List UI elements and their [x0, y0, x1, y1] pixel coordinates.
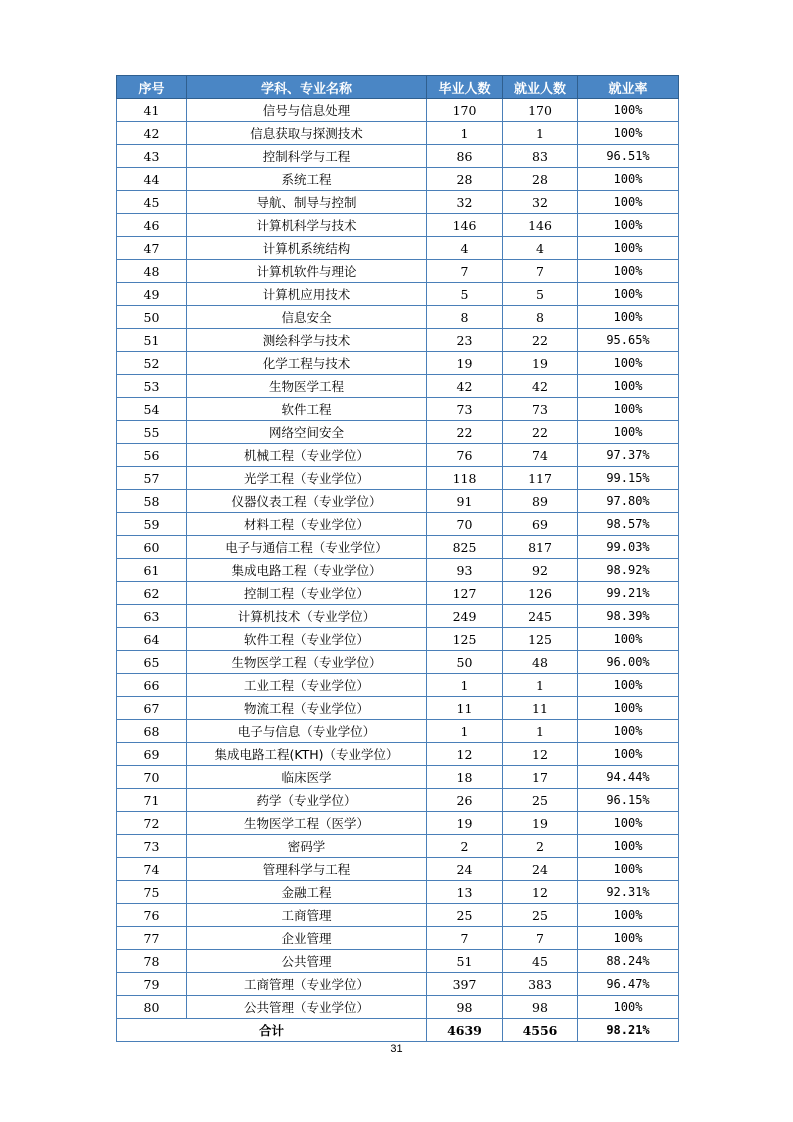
- employed-count: 69: [503, 513, 578, 536]
- employed-count: 12: [503, 743, 578, 766]
- graduates-count: 24: [427, 858, 503, 881]
- table-row: [117, 490, 679, 513]
- page-number: 31: [390, 1043, 403, 1055]
- employed-count: 25: [503, 789, 578, 812]
- row-index: 41: [117, 99, 187, 122]
- employment-rate: 99.21%: [578, 582, 679, 605]
- table-row: [117, 582, 679, 605]
- employed-count: 146: [503, 214, 578, 237]
- employment-rate: 100%: [578, 835, 679, 858]
- graduates-count: 7: [427, 927, 503, 950]
- table-row: [117, 812, 679, 835]
- employed-count: 1: [503, 122, 578, 145]
- major-name: 金融工程: [187, 881, 427, 904]
- row-index: 77: [117, 927, 187, 950]
- employed-count: 7: [503, 260, 578, 283]
- table-row: [117, 973, 679, 996]
- graduates-count: 170: [427, 99, 503, 122]
- employed-count: 2: [503, 835, 578, 858]
- major-name: 信息获取与探测技术: [187, 122, 427, 145]
- row-index: 78: [117, 950, 187, 973]
- employed-count: 12: [503, 881, 578, 904]
- major-name: 计算机技术（专业学位）: [187, 605, 427, 628]
- table-row: [117, 835, 679, 858]
- employment-rate: 96.00%: [578, 651, 679, 674]
- employed-count: 28: [503, 168, 578, 191]
- table-row: [117, 145, 679, 168]
- employed-count: 74: [503, 444, 578, 467]
- employment-rate: 100%: [578, 858, 679, 881]
- row-index: 46: [117, 214, 187, 237]
- row-index: 80: [117, 996, 187, 1019]
- major-name: 材料工程（专业学位）: [187, 513, 427, 536]
- graduates-count: 2: [427, 835, 503, 858]
- row-index: 65: [117, 651, 187, 674]
- employment-rate: 99.15%: [578, 467, 679, 490]
- employment-rate: 88.24%: [578, 950, 679, 973]
- employed-count: 7: [503, 927, 578, 950]
- employment-rate: 100%: [578, 743, 679, 766]
- employed-count: 4: [503, 237, 578, 260]
- row-index: 62: [117, 582, 187, 605]
- employed-count: 22: [503, 329, 578, 352]
- employment-rate: 96.47%: [578, 973, 679, 996]
- row-index: 57: [117, 467, 187, 490]
- graduates-count: 51: [427, 950, 503, 973]
- table-row: [117, 467, 679, 490]
- major-name: 电子与通信工程（专业学位）: [187, 536, 427, 559]
- graduates-count: 19: [427, 812, 503, 835]
- major-name: 工商管理（专业学位）: [187, 973, 427, 996]
- table-row: [117, 237, 679, 260]
- graduates-count: 397: [427, 973, 503, 996]
- row-index: 42: [117, 122, 187, 145]
- row-index: 63: [117, 605, 187, 628]
- employment-rate: 96.51%: [578, 145, 679, 168]
- major-name: 生物医学工程: [187, 375, 427, 398]
- major-name: 集成电路工程(KTH)（专业学位）: [187, 743, 427, 766]
- employment-rate: 100%: [578, 398, 679, 421]
- major-name: 信号与信息处理: [187, 99, 427, 122]
- employment-rate: 100%: [578, 352, 679, 375]
- total-row: [117, 1019, 679, 1042]
- employment-rate: 100%: [578, 421, 679, 444]
- major-name: 系统工程: [187, 168, 427, 191]
- major-name: 临床医学: [187, 766, 427, 789]
- employment-rate: 100%: [578, 122, 679, 145]
- employed-count: 42: [503, 375, 578, 398]
- employment-rate: 100%: [578, 674, 679, 697]
- graduates-count: 12: [427, 743, 503, 766]
- major-name: 机械工程（专业学位）: [187, 444, 427, 467]
- graduates-count: 13: [427, 881, 503, 904]
- row-index: 66: [117, 674, 187, 697]
- row-index: 58: [117, 490, 187, 513]
- row-index: 44: [117, 168, 187, 191]
- table-row: [117, 996, 679, 1019]
- table-row: [117, 444, 679, 467]
- graduates-count: 1: [427, 674, 503, 697]
- graduates-count: 22: [427, 421, 503, 444]
- row-index: 76: [117, 904, 187, 927]
- table-row: [117, 651, 679, 674]
- employed-count: 11: [503, 697, 578, 720]
- employment-rate: 100%: [578, 812, 679, 835]
- graduates-count: 1: [427, 122, 503, 145]
- header-employed: 就业人数: [503, 76, 578, 99]
- row-index: 45: [117, 191, 187, 214]
- employment-rate: 98.92%: [578, 559, 679, 582]
- major-name: 电子与信息（专业学位）: [187, 720, 427, 743]
- table-row: [117, 697, 679, 720]
- header-employment-rate: 就业率: [578, 76, 679, 99]
- employed-count: 45: [503, 950, 578, 973]
- major-name: 物流工程（专业学位）: [187, 697, 427, 720]
- major-name: 工业工程（专业学位）: [187, 674, 427, 697]
- table-body: [117, 99, 679, 1019]
- employment-rate: 100%: [578, 375, 679, 398]
- table-row: [117, 375, 679, 398]
- row-index: 47: [117, 237, 187, 260]
- graduates-count: 249: [427, 605, 503, 628]
- major-name: 密码学: [187, 835, 427, 858]
- table-row: [117, 789, 679, 812]
- employed-count: 92: [503, 559, 578, 582]
- total-label: 合计: [117, 1019, 427, 1042]
- employment-rate: 94.44%: [578, 766, 679, 789]
- table-row: [117, 950, 679, 973]
- employment-rate: 100%: [578, 260, 679, 283]
- row-index: 53: [117, 375, 187, 398]
- row-index: 68: [117, 720, 187, 743]
- employed-count: 19: [503, 812, 578, 835]
- major-name: 化学工程与技术: [187, 352, 427, 375]
- employment-table: [116, 75, 679, 1042]
- employed-count: 22: [503, 421, 578, 444]
- row-index: 56: [117, 444, 187, 467]
- graduates-count: 8: [427, 306, 503, 329]
- graduates-count: 1: [427, 720, 503, 743]
- row-index: 49: [117, 283, 187, 306]
- row-index: 59: [117, 513, 187, 536]
- graduates-count: 93: [427, 559, 503, 582]
- table-row: [117, 536, 679, 559]
- total-graduates: 4639: [427, 1019, 503, 1042]
- graduates-count: 127: [427, 582, 503, 605]
- graduates-count: 91: [427, 490, 503, 513]
- employment-rate: 100%: [578, 237, 679, 260]
- row-index: 61: [117, 559, 187, 582]
- graduates-count: 76: [427, 444, 503, 467]
- row-index: 54: [117, 398, 187, 421]
- table-row: [117, 122, 679, 145]
- employed-count: 817: [503, 536, 578, 559]
- employed-count: 73: [503, 398, 578, 421]
- table-row: [117, 398, 679, 421]
- table-row: [117, 858, 679, 881]
- employment-rate: 100%: [578, 283, 679, 306]
- row-index: 74: [117, 858, 187, 881]
- graduates-count: 146: [427, 214, 503, 237]
- header-index: 序号: [117, 76, 187, 99]
- major-name: 导航、制导与控制: [187, 191, 427, 214]
- employment-rate: 96.15%: [578, 789, 679, 812]
- employed-count: 1: [503, 674, 578, 697]
- employment-rate: 97.80%: [578, 490, 679, 513]
- employed-count: 170: [503, 99, 578, 122]
- employment-rate: 100%: [578, 996, 679, 1019]
- major-name: 公共管理: [187, 950, 427, 973]
- table-row: [117, 421, 679, 444]
- employment-rate: 100%: [578, 904, 679, 927]
- row-index: 79: [117, 973, 187, 996]
- graduates-count: 70: [427, 513, 503, 536]
- header-major-name: 学科、专业名称: [187, 76, 427, 99]
- graduates-count: 19: [427, 352, 503, 375]
- row-index: 70: [117, 766, 187, 789]
- graduates-count: 26: [427, 789, 503, 812]
- employed-count: 83: [503, 145, 578, 168]
- employment-rate: 100%: [578, 927, 679, 950]
- employed-count: 25: [503, 904, 578, 927]
- table-row: [117, 628, 679, 651]
- employment-rate: 100%: [578, 214, 679, 237]
- graduates-count: 11: [427, 697, 503, 720]
- graduates-count: 25: [427, 904, 503, 927]
- table-row: [117, 260, 679, 283]
- major-name: 信息安全: [187, 306, 427, 329]
- table-row: [117, 306, 679, 329]
- employed-count: 125: [503, 628, 578, 651]
- row-index: 50: [117, 306, 187, 329]
- employed-count: 1: [503, 720, 578, 743]
- table-row: [117, 720, 679, 743]
- major-name: 计算机软件与理论: [187, 260, 427, 283]
- employed-count: 383: [503, 973, 578, 996]
- employed-count: 8: [503, 306, 578, 329]
- graduates-count: 4: [427, 237, 503, 260]
- table-row: [117, 329, 679, 352]
- table-row: [117, 766, 679, 789]
- employment-rate: 92.31%: [578, 881, 679, 904]
- row-index: 75: [117, 881, 187, 904]
- employed-count: 17: [503, 766, 578, 789]
- table-row: [117, 881, 679, 904]
- employment-rate: 98.39%: [578, 605, 679, 628]
- row-index: 55: [117, 421, 187, 444]
- graduates-count: 73: [427, 398, 503, 421]
- graduates-count: 42: [427, 375, 503, 398]
- major-name: 软件工程（专业学位）: [187, 628, 427, 651]
- table-row: [117, 927, 679, 950]
- major-name: 测绘科学与技术: [187, 329, 427, 352]
- employed-count: 89: [503, 490, 578, 513]
- major-name: 网络空间安全: [187, 421, 427, 444]
- employment-rate: 95.65%: [578, 329, 679, 352]
- employment-rate: 99.03%: [578, 536, 679, 559]
- graduates-count: 118: [427, 467, 503, 490]
- graduates-count: 5: [427, 283, 503, 306]
- major-name: 控制科学与工程: [187, 145, 427, 168]
- major-name: 药学（专业学位）: [187, 789, 427, 812]
- major-name: 软件工程: [187, 398, 427, 421]
- table-row: [117, 283, 679, 306]
- table-header-row: [117, 76, 679, 99]
- table-row: [117, 99, 679, 122]
- graduates-count: 28: [427, 168, 503, 191]
- table-row: [117, 605, 679, 628]
- major-name: 计算机系统结构: [187, 237, 427, 260]
- table-row: [117, 743, 679, 766]
- header-graduates: 毕业人数: [427, 76, 503, 99]
- total-employed: 4556: [503, 1019, 578, 1042]
- employment-rate: 100%: [578, 720, 679, 743]
- table-row: [117, 191, 679, 214]
- employment-rate: 100%: [578, 168, 679, 191]
- graduates-count: 86: [427, 145, 503, 168]
- employed-count: 48: [503, 651, 578, 674]
- employed-count: 98: [503, 996, 578, 1019]
- employed-count: 19: [503, 352, 578, 375]
- graduates-count: 32: [427, 191, 503, 214]
- major-name: 管理科学与工程: [187, 858, 427, 881]
- employment-rate: 100%: [578, 191, 679, 214]
- graduates-count: 7: [427, 260, 503, 283]
- major-name: 光学工程（专业学位）: [187, 467, 427, 490]
- table-row: [117, 674, 679, 697]
- table-row: [117, 904, 679, 927]
- row-index: 51: [117, 329, 187, 352]
- table-row: [117, 352, 679, 375]
- employment-rate: 97.37%: [578, 444, 679, 467]
- graduates-count: 125: [427, 628, 503, 651]
- employment-rate: 100%: [578, 628, 679, 651]
- graduates-count: 23: [427, 329, 503, 352]
- employment-rate: 100%: [578, 697, 679, 720]
- table-row: [117, 214, 679, 237]
- row-index: 73: [117, 835, 187, 858]
- table-row: [117, 513, 679, 536]
- graduates-count: 825: [427, 536, 503, 559]
- row-index: 64: [117, 628, 187, 651]
- employed-count: 32: [503, 191, 578, 214]
- row-index: 52: [117, 352, 187, 375]
- employed-count: 126: [503, 582, 578, 605]
- row-index: 71: [117, 789, 187, 812]
- row-index: 48: [117, 260, 187, 283]
- graduates-count: 98: [427, 996, 503, 1019]
- major-name: 控制工程（专业学位）: [187, 582, 427, 605]
- employment-rate: 100%: [578, 99, 679, 122]
- employed-count: 24: [503, 858, 578, 881]
- employed-count: 5: [503, 283, 578, 306]
- major-name: 企业管理: [187, 927, 427, 950]
- row-index: 72: [117, 812, 187, 835]
- total-employment-rate: 98.21%: [578, 1019, 679, 1042]
- graduates-count: 50: [427, 651, 503, 674]
- major-name: 生物医学工程（专业学位）: [187, 651, 427, 674]
- row-index: 60: [117, 536, 187, 559]
- major-name: 工商管理: [187, 904, 427, 927]
- major-name: 计算机科学与技术: [187, 214, 427, 237]
- employed-count: 245: [503, 605, 578, 628]
- major-name: 生物医学工程（医学）: [187, 812, 427, 835]
- row-index: 67: [117, 697, 187, 720]
- employment-rate: 100%: [578, 306, 679, 329]
- major-name: 计算机应用技术: [187, 283, 427, 306]
- major-name: 集成电路工程（专业学位）: [187, 559, 427, 582]
- row-index: 43: [117, 145, 187, 168]
- employment-rate: 98.57%: [578, 513, 679, 536]
- employed-count: 117: [503, 467, 578, 490]
- row-index: 69: [117, 743, 187, 766]
- major-name: 仪器仪表工程（专业学位）: [187, 490, 427, 513]
- table-row: [117, 559, 679, 582]
- graduates-count: 18: [427, 766, 503, 789]
- major-name: 公共管理（专业学位）: [187, 996, 427, 1019]
- table-row: [117, 168, 679, 191]
